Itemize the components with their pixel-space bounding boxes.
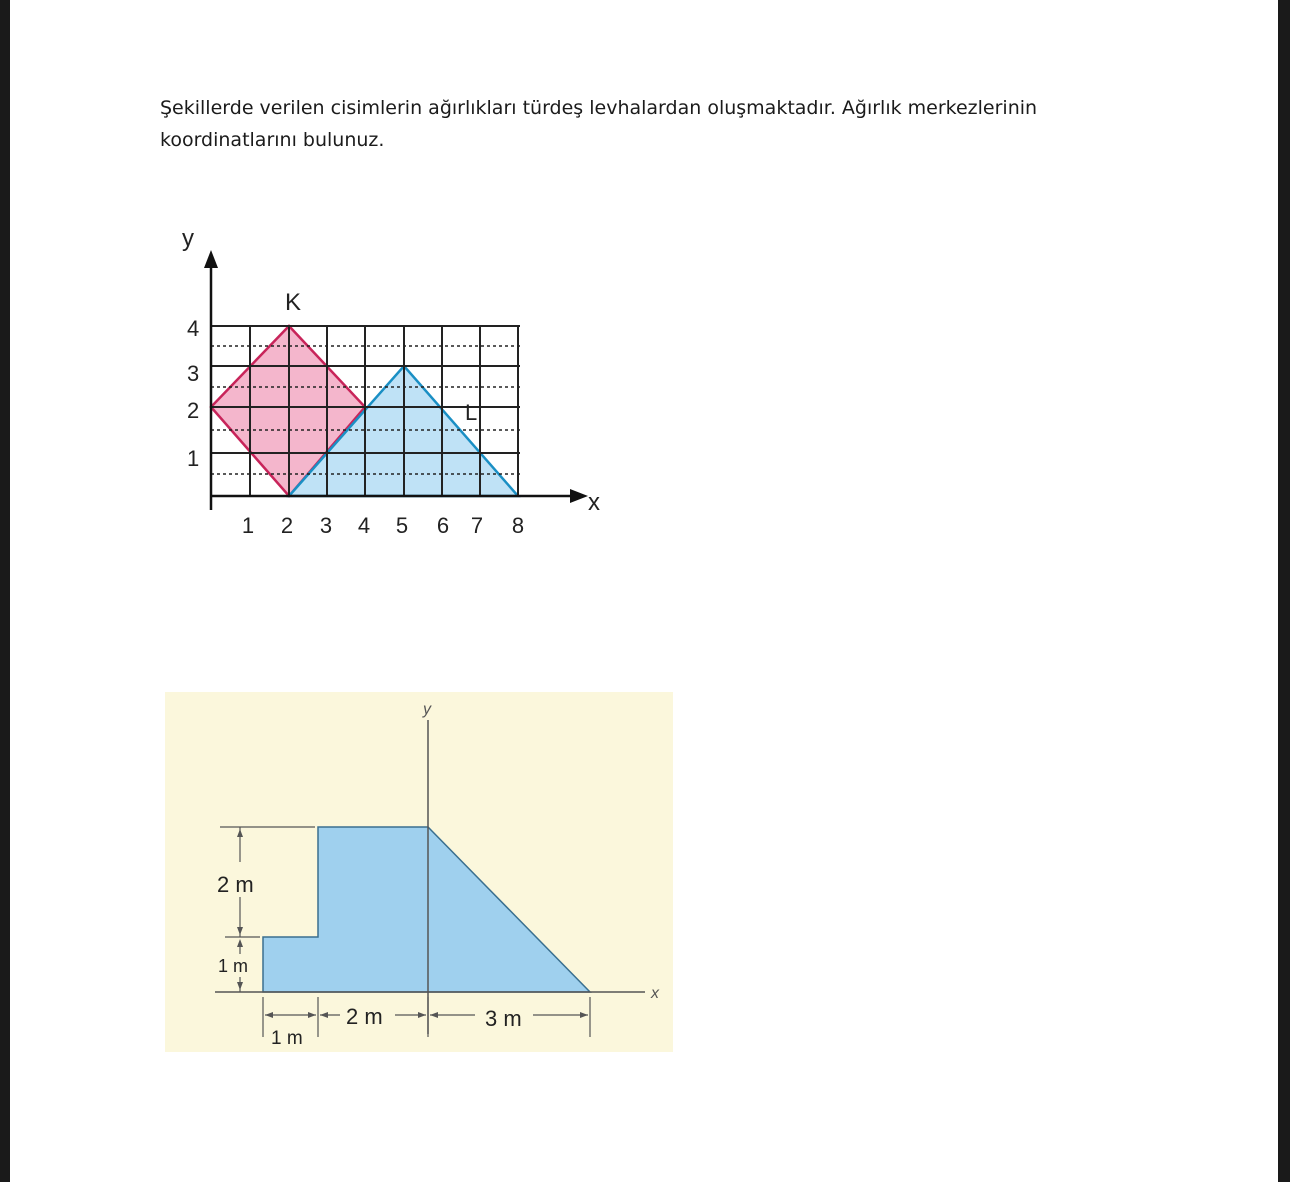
y-tick-label: 2 [187, 398, 200, 423]
x-tick-label: 8 [511, 513, 525, 538]
x-axis-label: x [651, 985, 659, 1002]
shape-l-label: L [465, 400, 478, 425]
dim-lower-height-label: 1 m [218, 956, 249, 976]
figure-composite-plate [165, 692, 675, 1054]
x-tick-label: 4 [357, 513, 371, 538]
document-page [10, 0, 1278, 1182]
x-axis-label: x [588, 489, 600, 516]
y-axis-label: y [182, 225, 194, 252]
dim-step-width-label: 1 m [271, 1028, 303, 1049]
dim-upper-height-label: 2 m [217, 872, 254, 897]
x-axis-arrow [570, 489, 588, 503]
y-axis-arrow [204, 250, 218, 268]
x-tick-label: 3 [319, 513, 333, 538]
dim-middle-width-label: 2 m [346, 1004, 383, 1029]
x-tick-label: 2 [280, 513, 294, 538]
question-text: Şekillerde verilen cisimlerin ağırlıkları türdeş levhalardan oluşmaktadır. Ağırlık merkezlerinin koordinatlarını bulunuz. [160, 97, 1038, 151]
y-tick-label: 3 [187, 361, 200, 386]
x-tick-label: 5 [395, 513, 409, 538]
y-axis-label: y [423, 701, 431, 718]
y-tick-label: 1 [187, 446, 200, 471]
x-tick-label: 7 [470, 513, 484, 538]
x-tick-label: 1 [241, 513, 255, 538]
y-tick-label: 4 [187, 316, 200, 341]
shape-k-label: K [285, 289, 302, 316]
x-tick-label: 6 [436, 513, 450, 538]
dim-slope-width-label: 3 m [485, 1006, 522, 1031]
figure-grid-plates [160, 218, 620, 558]
